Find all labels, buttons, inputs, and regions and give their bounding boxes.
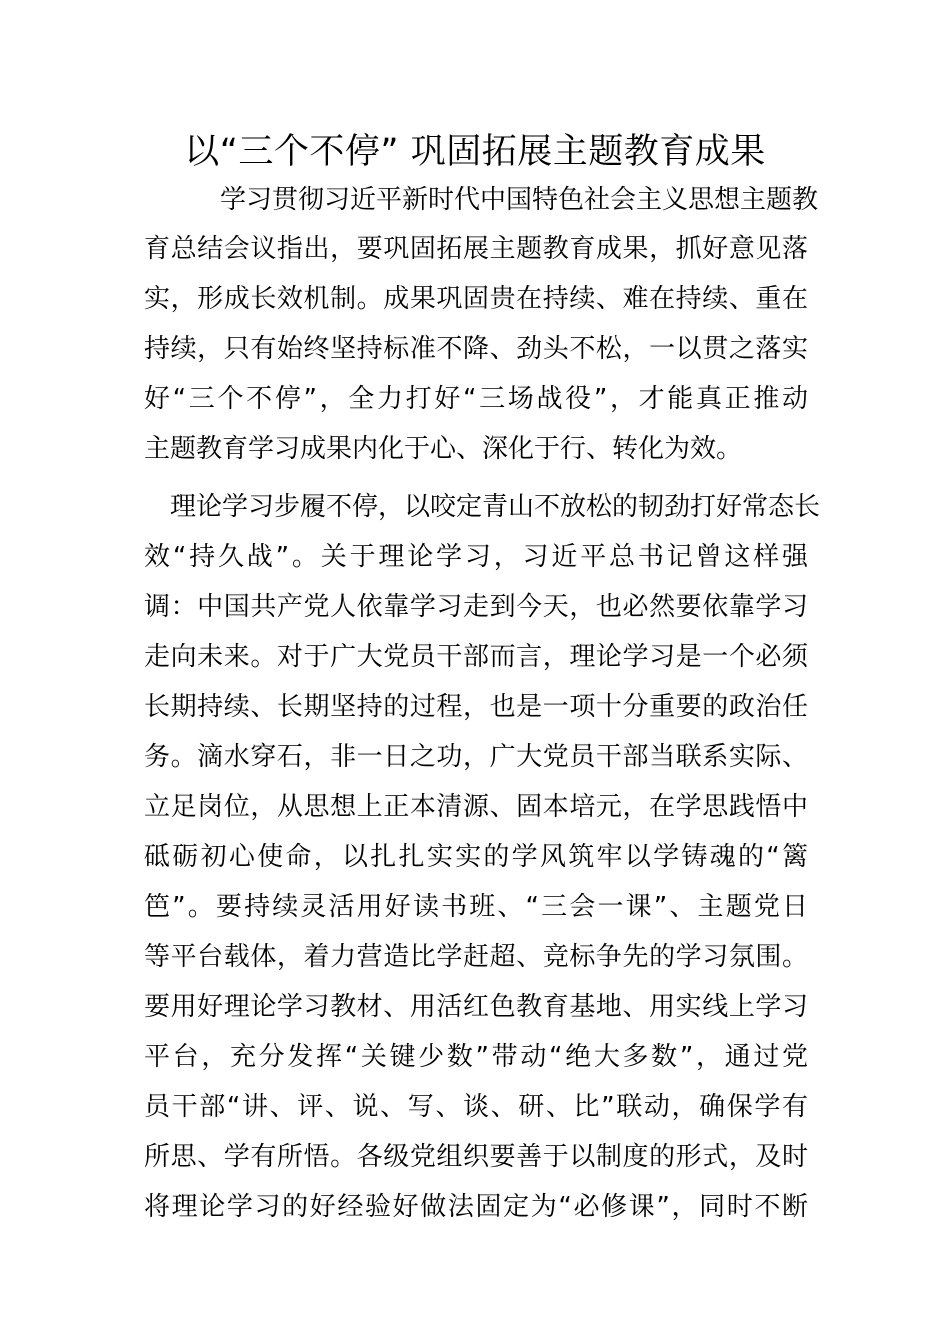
paragraph-line: 平台，充分发挥“关键少数”带动“绝大多数”，通过党 <box>144 1042 808 1072</box>
paragraph-line: 务。滴水穿石，非一日之功，广大党员干部当联系实际、 <box>144 742 808 772</box>
paragraph-1 <box>144 176 819 474</box>
paragraph-line: 主题教育学习成果内化于心、深化于行、转化为效。 <box>144 434 743 464</box>
paragraph-line: 效“持久战”。关于理论学习，习近平总书记曾这样强 <box>144 542 808 572</box>
paragraph-line: 砥砺初心使命，以扎扎实实的学风筑牢以学铸魂的“篱 <box>144 842 808 872</box>
paragraph-line: 调：中国共产党人依靠学习走到今天，也必然要依靠学习 <box>144 592 808 622</box>
paragraph-line: 笆”。要持续灵活用好读书班、“三会一课”、主题党日 <box>144 892 808 922</box>
paragraph-line: 理论学习步履不停，以咬定青山不放松的韧劲打好常态长 <box>170 492 821 522</box>
paragraph-line: 将理论学习的好经验好做法固定为“必修课”，同时不断 <box>144 1192 808 1222</box>
document-title: 以“三个不停” 巩固拓展主题教育成果 <box>184 132 766 172</box>
paragraph-line: 等平台载体，着力营造比学赶超、竞标争先的学习氛围。 <box>144 942 808 972</box>
paragraph-line: 员干部“讲、评、说、写、谈、研、比”联动，确保学有 <box>144 1092 808 1122</box>
paragraph-2 <box>144 482 821 1232</box>
paragraph-line: 所思、学有所悟。各级党组织要善于以制度的形式，及时 <box>144 1142 808 1172</box>
paragraph-line: 要用好理论学习教材、用活红色教育基地、用实线上学习 <box>144 992 808 1022</box>
paragraph-line: 好“三个不停”，全力打好“三场战役”，才能真正推动 <box>144 384 808 414</box>
paragraph-line: 实，形成长效机制。成果巩固贵在持续、难在持续、重在 <box>144 284 808 314</box>
paragraph-line: 立足岗位，从思想上正本清源、固本培元，在学思践悟中 <box>144 792 808 822</box>
paragraph-line: 学习贯彻习近平新时代中国特色社会主义思想主题教 <box>220 185 819 215</box>
paragraph-line: 育总结会议指出，要巩固拓展主题教育成果，抓好意见落 <box>144 234 808 264</box>
paragraph-line: 走向未来。对于广大党员干部而言，理论学习是一个必须 <box>144 642 808 672</box>
paragraph-line: 长期持续、长期坚持的过程，也是一项十分重要的政治任 <box>144 692 808 722</box>
document-body <box>144 176 821 1232</box>
paragraph-line: 持续，只有始终坚持标准不降、劲头不松，一以贯之落实 <box>144 334 808 364</box>
